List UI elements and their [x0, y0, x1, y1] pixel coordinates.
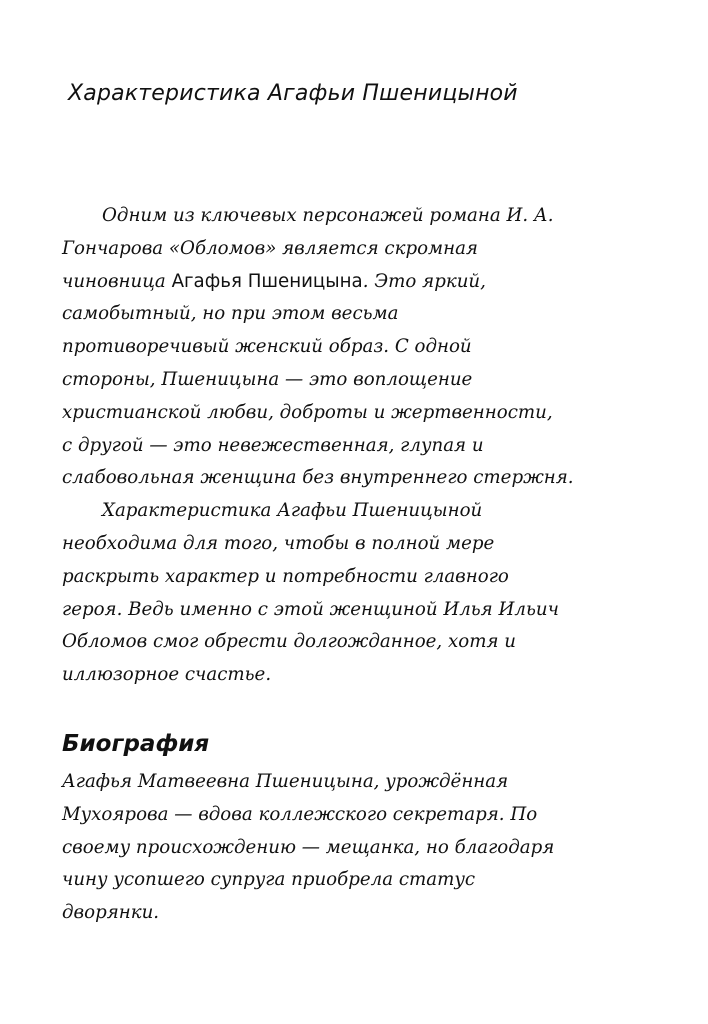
biography-paragraph [62, 766, 652, 930]
text-line: слабовольная женщина без внутреннего стержня. [62, 467, 574, 489]
intro-paragraph-2 [62, 495, 652, 692]
text-line: чину усопшего супруга приобрела статус [62, 869, 476, 891]
text-line: необходима для того, чтобы в полной мере [62, 532, 495, 554]
text-line: иллюзорное счастье. [62, 664, 272, 686]
text-line: раскрыть характер и потребности главного [62, 565, 509, 587]
text-line: дворянки. [62, 902, 160, 924]
intro-paragraph-1 [62, 200, 652, 495]
text-line: Обломов смог обрести долгожданное, хотя и [62, 631, 516, 653]
text-line: Одним из ключевых персонажей романа И. А. [102, 205, 554, 226]
text-line: стороны, Пшеницына — это воплощение [62, 368, 473, 390]
biography-heading: Биография [62, 731, 210, 757]
text-line-with-name [62, 266, 652, 299]
text-fragment: . Это яркий, [362, 270, 486, 292]
text-line: христианской любви, доброты и жертвенности, [62, 401, 553, 423]
text-line: Характеристика Агафьи Пшеницыной [102, 500, 483, 522]
text-line: противоречивый женский образ. С одной [62, 336, 472, 358]
text-line: Мухоярова — вдова коллежского секретаря. По [62, 803, 538, 825]
biography-section [62, 766, 652, 930]
intro-section [62, 200, 652, 692]
text-fragment: чиновница [62, 270, 172, 292]
text-line: Гончарова «Обломов» является скромная [62, 237, 478, 259]
text-line: своему происхождению — мещанка, но благодаря [62, 836, 555, 858]
heroine-name: Агафья Пшеницына [171, 270, 363, 292]
text-line: с другой — это невежественная, глупая и [62, 434, 484, 456]
text-line: самобытный, но при этом весьма [62, 303, 399, 325]
text-line: Агафья Матвеевна Пшеницына, урождённая [62, 771, 509, 792]
text-line: героя. Ведь именно с этой женщиной Илья Ильич [62, 598, 559, 620]
document-title: Характеристика Агафьи Пшеницыной [68, 81, 518, 106]
